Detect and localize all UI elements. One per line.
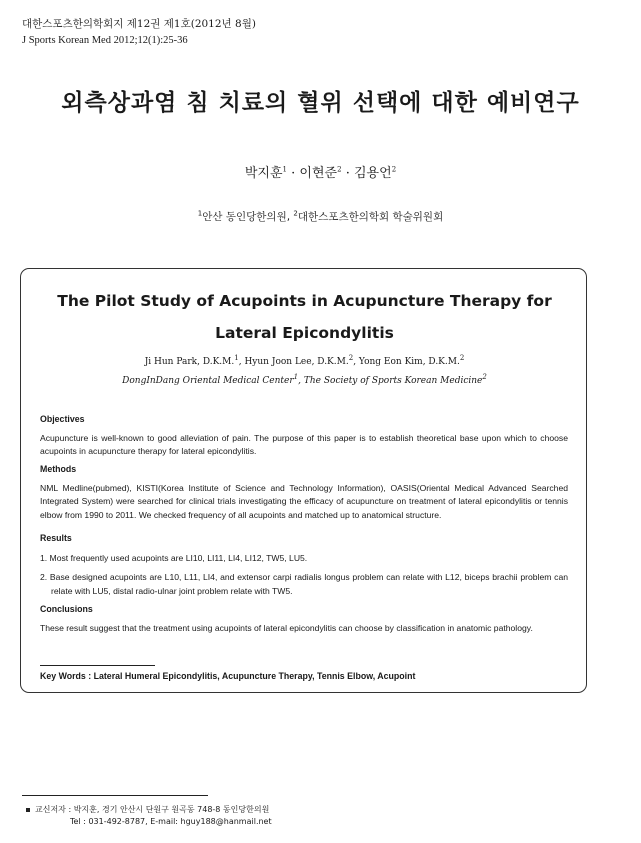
author-separator: · [291,166,296,181]
korean-title: 외측상과염 침 치료의 혈위 선택에 대한 예비연구 [61,89,580,116]
english-title [21,285,588,349]
affiliation-sup: 2 [482,373,487,381]
methods-heading: Methods [40,464,77,474]
affiliation-text: 대한스포츠한의학회 학술위원회 [297,211,444,223]
korean-authors [0,162,641,181]
author-name: Yong Eon Kim, D.K.M. [358,357,460,367]
conclusions-text: These result suggest that the treatment using acupoints of lateral epicondylitis can choose by classification in anatomic pathology. [40,622,533,633]
affiliation-sup: 1 [293,373,299,381]
author-sup: 2 [337,165,342,174]
methods-section [40,463,568,522]
footnote-contact: Tel : 031-492-8787, E-mail: hguy188@hanmail.net [70,817,272,826]
author-separator: , [238,357,245,367]
affiliation-sup: 2 [293,209,298,218]
methods-text: NML Medline(pubmed), KISTI(Korea Institute of Science and Technology Information), OASIS(Oriental Medical Advanced Searched Integrated System) were searched for clinical trials investigating the efficacy of acupuncture on treatment of lateral epicondylitis or tennis elbow from 1990 to 2011. We checked frequency of all acupoints and matched up to anatomical structure. [40,482,568,520]
keywords: Key Words : Lateral Humeral Epicondylitis, Acupuncture Therapy, Tennis Elbow, Acupoint [40,671,416,681]
author-name: Hyun Joon Lee, D.K.M. [244,357,349,367]
keywords-divider [40,665,155,666]
author-sup: 1 [282,165,287,174]
affiliation-sup: 1 [197,209,203,218]
bullet-icon [26,808,30,812]
affiliation-text: The Society of Sports Korean Medicine [303,376,483,386]
author-name: 김용언 [354,166,392,181]
english-affiliations [21,373,588,386]
affiliation-text: DongInDang Oriental Medical Center [122,376,294,386]
affiliation-separator: , [298,376,304,386]
conclusions-heading: Conclusions [40,604,93,614]
objectives-text: Acupuncture is well-known to good alleviation of pain. The purpose of this paper is to establish theoretical base upon which to choose acupoints in acupuncture therapy for lateral epicondylitis. [40,432,568,457]
english-title-line: Lateral Epicondylitis [215,324,394,342]
affiliation-text: 안산 동인당한의원, [202,211,294,223]
results-item: 2. Base designed acupoints are L10, L11, LI4, and extensor carpi radialis longus problem can relate with L12, biceps brachii problem can relate with LU5, distal radio-ulnar joint problem relate with TW5. [40,572,568,596]
korean-affiliations [0,209,641,224]
author-name: 박지훈 [244,166,283,181]
author-sup: 2 [348,354,354,362]
results-heading: Results [40,533,72,543]
conclusions-section [40,603,568,635]
author-separator: · [345,166,350,181]
journal-citation: J Sports Korean Med 2012;12(1):25-36 [22,35,188,46]
objectives-heading: Objectives [40,414,85,424]
abstract-box [20,268,587,693]
author-sup: 2 [391,165,397,174]
objectives-section [40,413,568,459]
author-sup: 2 [459,354,465,362]
author-separator: , [353,357,359,367]
corresponding-author-footnote [26,804,272,828]
footnote-address: 교신저자 : 박지훈, 경기 안산시 단원구 원곡동 748-8 동인당한의원 [35,805,270,814]
english-title-line: The Pilot Study of Acupoints in Acupuncture Therapy for [57,292,552,310]
author-name: Ji Hun Park, D.K.M. [144,357,235,367]
results-section [40,532,568,598]
journal-korean-name: 대한스포츠한의학회지 제12권 제1호(2012년 8월) [22,18,256,30]
author-sup: 1 [234,354,239,362]
english-authors [21,354,588,367]
footnote-divider [22,795,208,796]
author-name: 이현준 [299,166,338,181]
results-item: 1. Most frequently used acupoints are LI10, LI11, LI4, LI12, TW5, LU5. [40,552,308,563]
